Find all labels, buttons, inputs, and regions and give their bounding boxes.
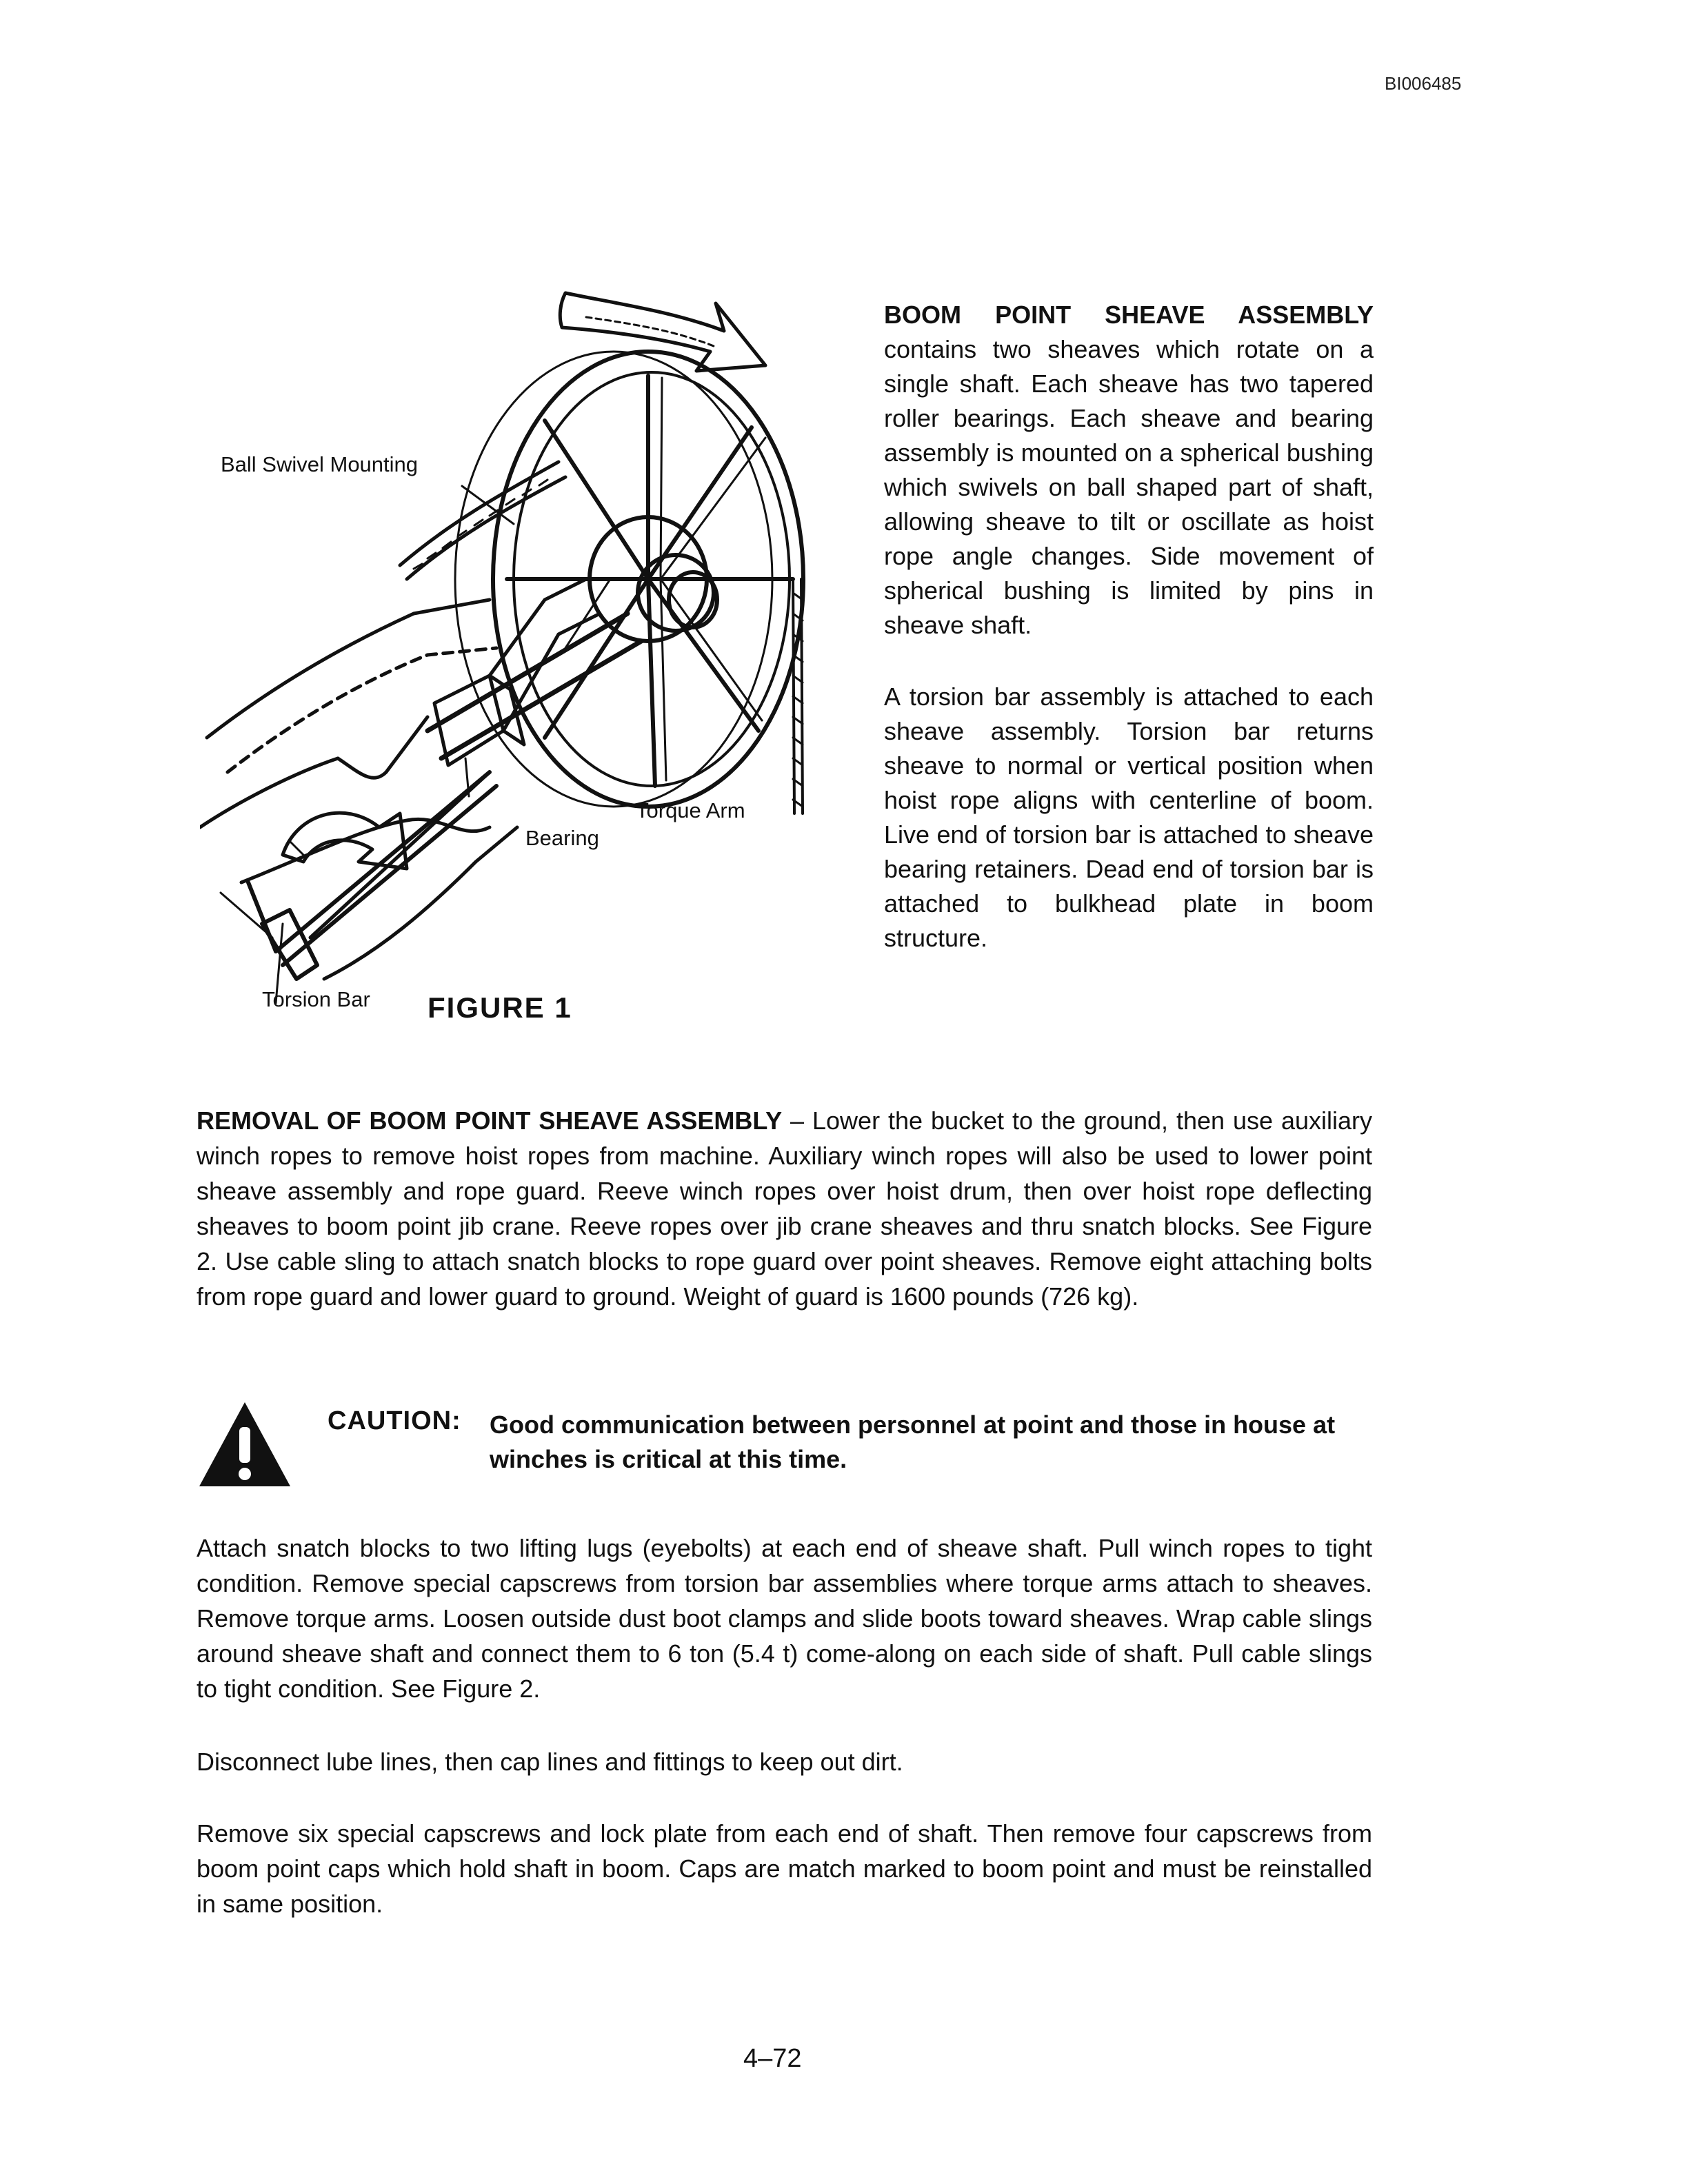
warning-icon	[197, 1399, 293, 1489]
page-number: 4–72	[743, 2044, 802, 2073]
sheave-assembly-description	[884, 298, 1374, 956]
rope-left	[400, 462, 565, 579]
hoist-rope	[793, 579, 803, 813]
description-paragraph-1	[884, 298, 1374, 643]
oscillation-arrow-icon	[283, 813, 407, 869]
label-torsion-bar: Torsion Bar	[262, 987, 370, 1011]
disconnect-paragraph: Disconnect lube lines, then cap lines and fittings to keep out dirt.	[197, 1748, 903, 1776]
label-ball-swivel-mounting: Ball Swivel Mounting	[221, 452, 419, 476]
removal-dash: –	[782, 1106, 813, 1135]
removal-paragraph	[197, 1103, 1372, 1314]
sheave-wheel	[455, 352, 803, 807]
figure-1	[200, 290, 821, 1055]
label-bearing: Bearing	[525, 826, 599, 850]
sheave-assembly-drawing	[200, 290, 821, 1055]
document-id: BI006485	[1385, 73, 1462, 94]
description-text-1: contains two sheaves which rotate on a single shaft. Each sheave has two tapered roller bearings. Each sheave and bearing assembly is mounted on a spherical bushing which swivels on ball shaped part of shaft, allowing sheave to tilt or oscillate as hoist rope angle changes. Side movement of spherical bushing is limited by pins in sheave shaft.	[884, 335, 1374, 639]
figure-caption: FIGURE 1	[428, 991, 572, 1024]
leader-lines	[221, 486, 610, 1003]
removal-text: Lower the bucket to the ground, then use auxiliary winch ropes to remove hoist ropes from machine. Auxiliary winch ropes will also be used to lower point sheave assembly and rope guard. Reeve winch ropes over hoist drum, then over hoist rope deflecting sheaves to boom point jib crane. Reeve ropes over jib crane sheaves and thru snatch blocks. See Figure 2. Use cable sling to attach snatch blocks to rope guard over point sheaves. Remove eight attaching bolts from rope guard and lower guard to ground. Weight of guard is 1600 pounds (726 kg).	[197, 1106, 1372, 1311]
section-heading-removal: REMOVAL OF BOOM POINT SHEAVE ASSEMBLY	[197, 1106, 783, 1135]
caution-notice	[197, 1399, 1376, 1503]
section-heading-boom-point: BOOM POINT SHEAVE ASSEMBLY	[884, 301, 1374, 329]
remove-section	[197, 1816, 1372, 1921]
torsion-bar	[248, 772, 496, 979]
label-torque-arm: Torque Arm	[636, 798, 745, 822]
disconnect-section	[197, 1744, 1372, 1779]
attach-section	[197, 1530, 1372, 1706]
rotation-arrow-icon	[560, 293, 765, 371]
caution-label: CAUTION:	[328, 1406, 461, 1435]
attach-paragraph: Attach snatch blocks to two lifting lugs (eyebolts) at each end of sheave shaft. Pull winch ropes to tight condition. Remove special capscrews from torsion bar assemblies where torque arms attach to sheaves. Remove torque arms. Loosen outside dust boot clamps and slide boots toward sheaves. Wrap cable slings around sheave shaft and connect them to 6 ton (5.4 t) come-along on each side of shaft. Pull cable slings to tight condition. See Figure 2.	[197, 1534, 1372, 1703]
description-paragraph-2: A torsion bar assembly is attached to each sheave assembly. Torsion bar returns sheave to normal or vertical position when hoist rope aligns with centerline of boom. Live end of torsion bar is attached to sheave bearing retainers. Dead end of torsion bar is attached to bulkhead plate in boom structure.	[884, 682, 1374, 952]
remove-paragraph: Remove six special capscrews and lock plate from each end of shaft. Then remove four capscrews from boom point caps which hold shaft in boom. Caps are match marked to boom point and must be reinstalled in same position.	[197, 1819, 1372, 1918]
removal-section	[197, 1103, 1372, 1314]
caution-text: Good communication between personnel at point and those in house at winches is critical at this time.	[490, 1410, 1336, 1473]
